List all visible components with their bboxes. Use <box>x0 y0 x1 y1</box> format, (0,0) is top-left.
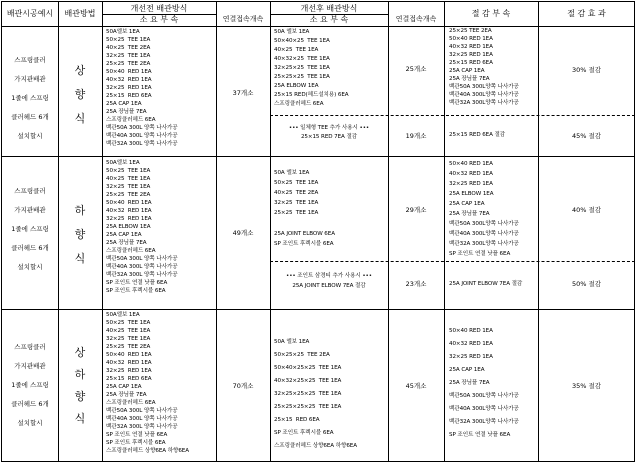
sub-saving-effect: 45% 절감 <box>571 132 602 140</box>
method-char: 식 <box>74 252 86 265</box>
parts-line: 50A 엘보 1EA <box>274 29 310 35</box>
parts-line: 25×15 RED(헤드설치용) 6EA <box>274 92 349 98</box>
parts-line: 40×32×25×25 TEE 1EA <box>274 378 342 384</box>
method-char: 상 <box>74 346 86 359</box>
header-saving-effect: 절 감 효 과 <box>567 9 606 18</box>
example-cell <box>2 182 58 277</box>
parts-line: 25A ELBOW 1EA <box>274 83 319 89</box>
parts-line: 25A ELBOW 1EA <box>106 224 151 230</box>
header-before-count: 연결접속개속 <box>222 15 264 23</box>
parts-line: 50×40 RED 1EA <box>106 69 152 75</box>
parts-line: SP 조인트 후렉시블 6EA <box>106 440 166 446</box>
parts-line: 25×15 RED 6EA <box>106 376 152 382</box>
example-line: 1줄에 스프링 <box>11 225 49 233</box>
parts-line: 50A 엘보 1EA <box>274 339 310 345</box>
example-line: 클러헤드 6개 <box>11 244 49 252</box>
parts-line: 50×25 TEE 1EA <box>106 37 151 43</box>
method-char: 하 <box>74 204 86 217</box>
example-line: 1줄에 스프링 <box>11 94 49 102</box>
sub-divider-dashed <box>270 115 635 116</box>
parts-line: 25A CAP 1EA <box>449 367 485 373</box>
parts-line: 32×25 RED 1EA <box>449 52 493 58</box>
sub-after-count: 23개소 <box>405 280 427 288</box>
parts-line: 백관40A 300L 양쪽 나사가공 <box>106 264 178 270</box>
parts-line: SP 조인트 연결 낫플 6EA <box>106 432 168 438</box>
parts-line: 25A ELBOW 1EA <box>449 191 494 197</box>
comparison-table <box>1 1 635 462</box>
parts-line: 40×32 RED 1EA <box>449 341 493 347</box>
parts-line: 백관32A 300L양쪽 나사가공 <box>449 100 519 106</box>
parts-line: 32×25 TEE 1EA <box>106 53 151 59</box>
parts-line: 25A CAP 1EA <box>449 201 485 207</box>
parts-line: 25A 장님플 7EA <box>106 392 147 398</box>
parts-line: 25×25 TEE 2EA <box>106 192 151 198</box>
before-count: 49개소 <box>232 229 254 237</box>
col-divider <box>444 2 445 461</box>
parts-line: 40×32×25 TEE 1EA <box>274 56 330 62</box>
parts-line: 백관32A 300L 양쪽 나사가공 <box>106 272 178 278</box>
example-line: 스프링클러 <box>14 187 46 195</box>
parts-line: 백관40A 300L양쪽 나사가공 <box>449 92 519 98</box>
parts-line: 40×25 TEE 2EA <box>274 190 319 196</box>
method-char: 식 <box>74 112 86 125</box>
sub-after-note: 25×15 RED 7EA 절감 <box>300 134 358 140</box>
parts-line: 50×40 RED 1EA <box>449 36 493 42</box>
header-before-parts: 소 요 부 속 <box>139 15 179 24</box>
header-after-count: 연결접속개속 <box>395 15 437 23</box>
col-divider <box>58 2 59 461</box>
parts-line: 25A 장님플 7EA <box>449 76 490 82</box>
parts-line: 40×32 RED 1EA <box>106 77 152 83</box>
example-cell <box>2 51 58 146</box>
parts-line: 25A 장님플 7EA <box>106 240 147 246</box>
parts-line: 40×25 TEE 1EA <box>274 47 319 53</box>
parts-line: 25×15 RED 6EA <box>274 417 320 423</box>
parts-line: 25A 장님플 7EA <box>106 109 147 115</box>
parts-line: 스프링클러헤드 6EA <box>274 101 324 107</box>
parts-line: 25×25 TEE 2EA <box>106 61 151 67</box>
parts-line: SP 조인트 후렉시블 6EA <box>274 430 334 436</box>
col-divider <box>102 2 103 461</box>
parts-line: SP 조인트 연결 낫플 6EA <box>106 280 168 286</box>
parts-line: 32×25 RED 1EA <box>449 354 493 360</box>
parts-line: 32×25 TEE 1EA <box>106 184 151 190</box>
parts-line: 50×40 RED 1EA <box>106 200 152 206</box>
parts-line: SP 조인트 연결 낫플 6EA <box>449 432 511 438</box>
row-divider <box>2 156 634 157</box>
method-char: 식 <box>74 412 86 425</box>
parts-line: 40×25 TEE 1EA <box>106 328 151 334</box>
parts-line: 25×25×25 TEE 1EA <box>274 74 330 80</box>
parts-line: 50A엘보 1EA <box>106 29 140 35</box>
parts-line: SP 조인트 후렉시블 6EA <box>274 241 334 247</box>
parts-line: 스프링클러헤드 6EA <box>106 117 156 123</box>
parts-line: 25A JOINT ELBOW 6EA <box>274 231 335 237</box>
method-char: 상 <box>74 64 86 77</box>
col-divider <box>270 2 271 461</box>
parts-line: 32×25 RED 1EA <box>106 368 152 374</box>
before-count: 37개소 <box>232 89 254 97</box>
header-after-group: 개선후 배관방식 <box>300 4 358 13</box>
example-line: 클러헤드 6개 <box>11 400 49 408</box>
parts-line: 백관40A 300L 양쪽 나사가공 <box>106 416 178 422</box>
parts-line: 25A CAP 1EA <box>106 232 142 238</box>
method-char: 향 <box>74 390 86 403</box>
parts-line: 백관50A 300L 양쪽 나사가공 <box>106 256 178 262</box>
example-line: 설치할시 <box>17 132 43 140</box>
sub-after-note: ••• 조인트 삼경티 추가 사용시 ••• <box>286 273 372 279</box>
parts-line: 32×25×25 TEE 1EA <box>274 65 330 71</box>
method-char: 향 <box>74 228 86 241</box>
header-after-parts: 소 요 부 속 <box>309 15 349 24</box>
parts-line: 50×25 TEE 1EA <box>106 320 151 326</box>
parts-line: SP 조인트 후렉시블 6EA <box>106 288 166 294</box>
parts-line: 40×32 RED 1EA <box>449 44 493 50</box>
after-count: 29개소 <box>405 206 427 214</box>
parts-line: 50A엘보 1EA <box>106 312 140 318</box>
parts-line: 25A CAP 1EA <box>106 384 142 390</box>
parts-line: 스프링클러헤드 6EA <box>106 400 156 406</box>
parts-line: SP 조인트 연결 낫플 6EA <box>449 251 511 257</box>
parts-line: 백관50A 300L양쪽 나사가공 <box>449 393 519 399</box>
method-char: 향 <box>74 88 86 101</box>
parts-line: 25×15 RED 6EA <box>106 93 152 99</box>
parts-line: 25A 장님플 7EA <box>449 380 490 386</box>
example-line: 클러헤드 6개 <box>11 113 49 121</box>
saving-effect: 40% 절감 <box>571 206 602 214</box>
parts-line: 50×25 TEE 1EA <box>274 180 319 186</box>
header-method: 배관방법 <box>64 9 96 18</box>
parts-line: 백관40A 300L양쪽 나사가공 <box>449 406 519 412</box>
parts-line: 25×25×25×25 TEE 1EA <box>274 404 342 410</box>
parts-line: 백관40A 300L양쪽 나사가공 <box>449 231 519 237</box>
parts-line: 32×25 RED 1EA <box>449 181 493 187</box>
header-example: 배관시공예시 <box>6 9 54 18</box>
example-line: 1줄에 스프링 <box>11 381 49 389</box>
parts-line: 백관32A 300L양쪽 나사가공 <box>449 241 519 247</box>
parts-line: 25A 장님플 7EA <box>449 211 490 217</box>
parts-line: 25×15 RED 6EA <box>449 60 493 66</box>
parts-line: 32×25 TEE 1EA <box>106 336 151 342</box>
example-line: 스프링클러 <box>14 343 46 351</box>
method-char: 하 <box>74 368 86 381</box>
parts-line: 백관32A 300L 양쪽 나사가공 <box>106 424 178 430</box>
parts-line: 백관50A 300L양쪽 나사가공 <box>449 84 519 90</box>
parts-line: 40×32 RED 1EA <box>106 208 152 214</box>
parts-line: 25A CAP 1EA <box>106 101 142 107</box>
saving-effect: 35% 절감 <box>571 382 602 390</box>
parts-line: 50×40 RED 1EA <box>106 352 152 358</box>
example-line: 가지관배관 <box>14 75 46 83</box>
parts-line: 40×32 RED 1EA <box>106 360 152 366</box>
sub-after-note: 25A JOINT ELBOW 7EA 절감 <box>292 283 366 289</box>
sub-saving-parts: 25×15 RED 6EA 절감 <box>449 132 506 138</box>
parts-line: 스프링클러헤드 상향6EA 하향6EA <box>274 443 357 449</box>
parts-line: 50×40×25 TEE 1EA <box>274 38 330 44</box>
parts-line: 32×25 RED 1EA <box>106 216 152 222</box>
parts-line: 스프링클러헤드 6EA <box>106 248 156 254</box>
parts-line: 25×25 TEE 2EA <box>106 344 151 350</box>
example-line: 설치할시 <box>17 263 43 271</box>
example-cell <box>2 338 58 433</box>
parts-line: 50×40×25×25 TEE 1EA <box>274 365 342 371</box>
example-line: 스프링클러 <box>14 56 46 64</box>
after-count: 25개소 <box>405 65 427 73</box>
before-count: 70개소 <box>232 382 254 390</box>
parts-line: 50×25×25 TEE 2EA <box>274 352 330 358</box>
after-count: 45개소 <box>405 382 427 390</box>
parts-line: 32×25 RED 1EA <box>106 85 152 91</box>
sub-saving-parts: 25A JOINT ELBOW 7EA 절감 <box>449 281 523 287</box>
parts-line: 백관50A 300L 양쪽 나사가공 <box>106 408 178 414</box>
sub-divider-dashed <box>270 261 635 262</box>
parts-line: 백관50A 300L 양쪽 나사가공 <box>106 125 178 131</box>
parts-line: 50×25 TEE 1EA <box>106 168 151 174</box>
parts-line: 40×32 RED 1EA <box>449 171 493 177</box>
parts-line: 25A CAP 1EA <box>449 68 485 74</box>
parts-line: 50A엘보 1EA <box>106 160 140 166</box>
parts-line: 백관32A 300L양쪽 나사가공 <box>449 419 519 425</box>
saving-effect: 30% 절감 <box>571 66 602 74</box>
parts-line: 백관40A 300L 양쪽 나사가공 <box>106 133 178 139</box>
parts-line: 백관50A 300L양쪽 나사가공 <box>449 221 519 227</box>
row-divider <box>2 309 634 310</box>
parts-line: 32×25×25×25 TEE 1EA <box>274 391 342 397</box>
example-line: 가지관배관 <box>14 362 46 370</box>
sub-after-note: ••• 일체형 TEE 추가 사용시 ••• <box>288 125 370 131</box>
example-line: 설치할시 <box>17 419 43 427</box>
sub-saving-effect: 50% 절감 <box>571 280 602 288</box>
header-saving-parts: 절 감 부 속 <box>471 9 511 18</box>
header-before-group: 개선전 배관방식 <box>130 4 188 13</box>
parts-line: 50×40 RED 1EA <box>449 161 493 167</box>
example-line: 가지관배관 <box>14 206 46 214</box>
parts-line: 32×25 TEE 1EA <box>274 200 319 206</box>
header-bottom-line <box>2 26 634 27</box>
parts-line: 스프링클러헤드 상향6EA 하향6EA <box>106 448 189 454</box>
parts-line: 40×25 TEE 1EA <box>106 176 151 182</box>
parts-line: 50A 엘보 1EA <box>274 170 310 176</box>
parts-line: 25×25 TEE 1EA <box>274 210 319 216</box>
parts-line: 백관32A 300L 양쪽 나사가공 <box>106 141 178 147</box>
parts-line: 25×25 TEE 2EA <box>449 28 492 34</box>
sub-after-count: 19개소 <box>405 132 427 140</box>
parts-line: 50×40 RED 1EA <box>449 328 493 334</box>
parts-line: 40×25 TEE 2EA <box>106 45 151 51</box>
